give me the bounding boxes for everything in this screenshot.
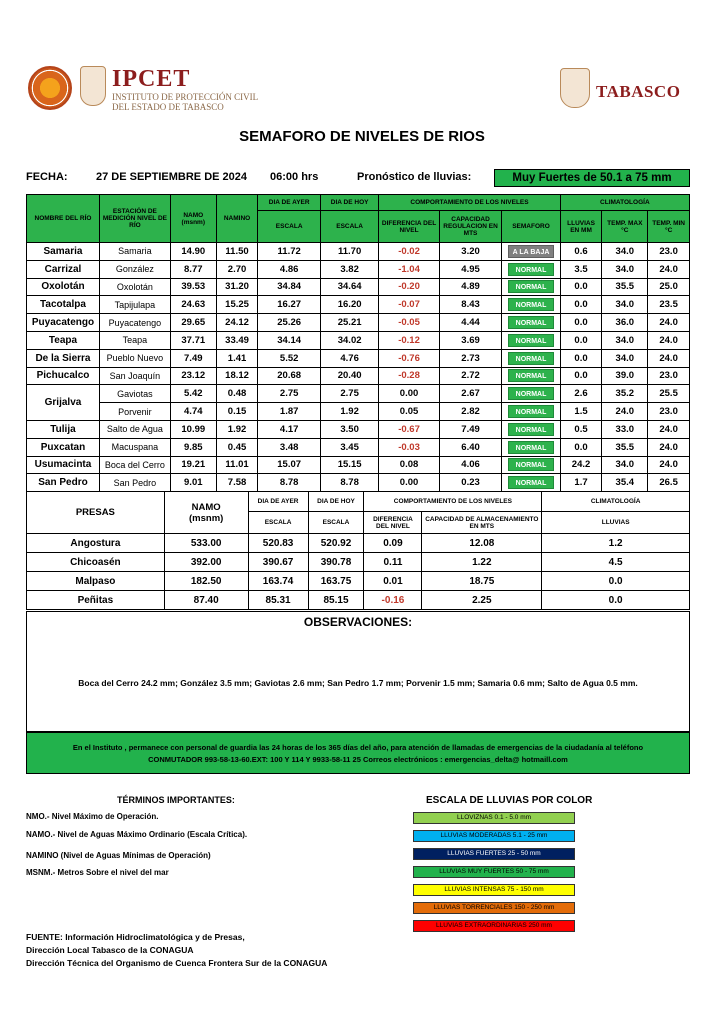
presa-namo: 182.50 <box>164 572 248 591</box>
namino-value: 11.50 <box>216 243 258 261</box>
ipcet-logo <box>28 66 72 110</box>
capacidad-value: 4.06 <box>439 456 502 474</box>
presa-capacidad: 2.25 <box>422 591 542 610</box>
tmax-value: 34.0 <box>602 296 648 314</box>
escala-ayer-value: 3.48 <box>258 438 321 456</box>
escala-ayer-value: 34.84 <box>258 278 321 296</box>
station-name: Puyacatengo <box>99 314 170 332</box>
semaforo-cell <box>502 438 560 456</box>
river-row <box>27 314 690 332</box>
namino-value: 0.48 <box>216 385 258 403</box>
presa-hoy: 520.92 <box>308 534 364 553</box>
tabasco-title: TABASCO <box>596 82 681 101</box>
escala-ayer-value: 5.52 <box>258 349 321 367</box>
tmin-value: 23.0 <box>648 403 690 421</box>
presa-lluvia: 0.0 <box>542 572 690 591</box>
header-diferencia: DIFERENCIA DEL NIVEL <box>379 211 439 243</box>
presa-diferencia: 0.01 <box>364 572 422 591</box>
tmin-value: 24.0 <box>648 420 690 438</box>
tmax-value: 35.4 <box>602 474 648 492</box>
capacidad-value: 0.23 <box>439 474 502 492</box>
tmax-value: 34.0 <box>602 349 648 367</box>
river-name: Usumacinta <box>27 456 100 474</box>
capacidad-value: 7.49 <box>439 420 502 438</box>
semaforo-cell <box>502 314 560 332</box>
presa-lluvia: 1.2 <box>542 534 690 553</box>
tmax-value: 35.5 <box>602 278 648 296</box>
river-row <box>27 385 690 403</box>
semaforo-cell <box>502 260 560 278</box>
capacidad-value: 6.40 <box>439 438 502 456</box>
semaforo-badge: NORMAL <box>508 423 554 436</box>
river-row <box>27 474 690 492</box>
diferencia-value: -0.28 <box>379 367 439 385</box>
escala-ayer-value: 2.75 <box>258 385 321 403</box>
presa-capacidad: 1.22 <box>422 553 542 572</box>
header-comportamiento: COMPORTAMIENTO DE LOS NIVELES <box>379 195 560 211</box>
tmin-value: 23.0 <box>648 367 690 385</box>
namino-value: 33.49 <box>216 331 258 349</box>
semaforo-cell <box>502 420 560 438</box>
river-row <box>27 260 690 278</box>
presa-name: Malpaso <box>27 572 165 591</box>
contact-line-1: En el Instituto , permanece con personal de guardia las 24 horas de los 365 días del año, para atención de llamadas de emergencias de la ciudadanía al teléfono <box>72 743 644 752</box>
lluvia-value: 1.7 <box>560 474 602 492</box>
escala-ayer-value: 1.87 <box>258 403 321 421</box>
diferencia-value: 0.00 <box>379 385 439 403</box>
pronostico-label: Pronóstico de lluvias: <box>357 171 472 183</box>
term-msnm: MSNM.- Metros Sobre el nivel del mar <box>26 868 169 877</box>
rain-scale-item: LLUVIAS EXTRAORDINARIAS 250 mm <box>413 920 575 932</box>
observaciones-text: Boca del Cerro 24.2 mm; González 3.5 mm; Gaviotas 2.6 mm; San Pedro 1.7 mm; Porvenir 1.5 mm; Samaria 0.6 mm; Salto de Agua 0.5 mm. <box>78 678 638 688</box>
station-name: Samaria <box>99 243 170 261</box>
namino-value: 31.20 <box>216 278 258 296</box>
presa-hoy: 390.78 <box>308 553 364 572</box>
escala-ayer-value: 16.27 <box>258 296 321 314</box>
river-row <box>27 403 690 421</box>
header-capacidad: CAPACIDAD REGULACION EN MTS <box>439 211 502 243</box>
tmin-value: 25.5 <box>648 385 690 403</box>
station-name: Oxolotán <box>99 278 170 296</box>
header-namino: NAMINO <box>216 195 258 243</box>
term-nmo: NMO.- Nivel Máximo de Operación. <box>26 812 159 821</box>
diferencia-value: -0.76 <box>379 349 439 367</box>
river-name: Samaria <box>27 243 100 261</box>
semaforo-cell <box>502 278 560 296</box>
tmin-value: 24.0 <box>648 314 690 332</box>
namo-value: 24.63 <box>170 296 216 314</box>
page-title: SEMAFORO DE NIVELES DE RIOS <box>239 128 485 145</box>
presas-header-climatologia: CLIMATOLOGÍA <box>542 492 690 512</box>
fecha-label: FECHA: <box>26 171 68 183</box>
diferencia-value: 0.08 <box>379 456 439 474</box>
diferencia-value: -0.03 <box>379 438 439 456</box>
diferencia-value: -0.12 <box>379 331 439 349</box>
escala-hoy-value: 1.92 <box>320 403 378 421</box>
header-climatologia: CLIMATOLOGÍA <box>560 195 689 211</box>
semaforo-cell <box>502 474 560 492</box>
diferencia-value: 0.00 <box>379 474 439 492</box>
presa-ayer: 520.83 <box>248 534 308 553</box>
presas-namo-unit: (msnm) <box>189 512 224 524</box>
escala-hoy-value: 8.78 <box>320 474 378 492</box>
presa-ayer: 85.31 <box>248 591 308 610</box>
hora-value: 06:00 hrs <box>270 171 319 183</box>
namino-value: 1.92 <box>216 420 258 438</box>
station-name: San Joaquín <box>99 367 170 385</box>
tmin-value: 23.5 <box>648 296 690 314</box>
river-name: Pichucalco <box>27 367 100 385</box>
river-row <box>27 331 690 349</box>
namino-value: 0.15 <box>216 403 258 421</box>
river-name: Puxcatan <box>27 438 100 456</box>
river-name: Tacotalpa <box>27 296 100 314</box>
fecha-value: 27 DE SEPTIEMBRE DE 2024 <box>96 171 248 183</box>
presa-capacidad: 18.75 <box>422 572 542 591</box>
presa-row <box>27 534 690 553</box>
tmin-value: 24.0 <box>648 331 690 349</box>
namo-value: 9.85 <box>170 438 216 456</box>
capacidad-value: 4.89 <box>439 278 502 296</box>
station-name: Pueblo Nuevo <box>99 349 170 367</box>
diferencia-value: -0.05 <box>379 314 439 332</box>
river-name: Teapa <box>27 331 100 349</box>
tmin-value: 24.0 <box>648 456 690 474</box>
semaforo-badge: NORMAL <box>508 441 554 454</box>
capacidad-value: 8.43 <box>439 296 502 314</box>
terms-title: TÉRMINOS IMPORTANTES: <box>117 795 235 805</box>
tmax-value: 35.2 <box>602 385 648 403</box>
namo-value: 9.01 <box>170 474 216 492</box>
diferencia-value: -0.07 <box>379 296 439 314</box>
semaforo-cell <box>502 456 560 474</box>
station-name: Salto de Agua <box>99 420 170 438</box>
escala-hoy-value: 15.15 <box>320 456 378 474</box>
contact-box <box>26 732 690 774</box>
presa-diferencia: 0.09 <box>364 534 422 553</box>
lluvia-value: 0.0 <box>560 278 602 296</box>
river-row <box>27 296 690 314</box>
semaforo-badge: NORMAL <box>508 476 554 489</box>
escala-hoy-value: 3.45 <box>320 438 378 456</box>
escala-hoy-value: 34.02 <box>320 331 378 349</box>
capacidad-value: 2.67 <box>439 385 502 403</box>
observaciones-title: OBSERVACIONES: <box>303 615 413 629</box>
namino-value: 7.58 <box>216 474 258 492</box>
namo-value: 19.21 <box>170 456 216 474</box>
namino-value: 15.25 <box>216 296 258 314</box>
escala-ayer-value: 11.72 <box>258 243 321 261</box>
presas-header-namo <box>164 492 248 534</box>
namo-value: 8.77 <box>170 260 216 278</box>
term-namo: NAMO.- Nivel de Aguas Máximo Ordinario (Escala Crítica). <box>26 830 248 839</box>
tmax-value: 33.0 <box>602 420 648 438</box>
presa-row <box>27 591 690 610</box>
diferencia-value: -0.02 <box>379 243 439 261</box>
river-row <box>27 349 690 367</box>
escala-ayer-value: 34.14 <box>258 331 321 349</box>
semaforo-badge: NORMAL <box>508 369 554 382</box>
river-row <box>27 438 690 456</box>
fuente-line-2: Dirección Local Tabasco de la CONAGUA <box>26 945 194 955</box>
presas-header-dia-ayer: DIA DE AYER <box>248 492 308 512</box>
tabasco-logo <box>560 68 590 108</box>
namino-value: 1.41 <box>216 349 258 367</box>
station-name: Gaviotas <box>99 385 170 403</box>
diferencia-value: -0.20 <box>379 278 439 296</box>
river-row <box>27 456 690 474</box>
capacidad-value: 2.73 <box>439 349 502 367</box>
header-estacion: ESTACIÓN DE MEDICIÓN NIVEL DE RÍO <box>99 195 170 243</box>
tmax-value: 36.0 <box>602 314 648 332</box>
tmin-value: 26.5 <box>648 474 690 492</box>
presas-table-body <box>27 534 690 610</box>
station-name: Boca del Cerro <box>99 456 170 474</box>
header-escala-hoy: ESCALA <box>320 211 378 243</box>
presa-diferencia: 0.11 <box>364 553 422 572</box>
header-namo: NAMO (msnm) <box>170 195 216 243</box>
namino-value: 0.45 <box>216 438 258 456</box>
lluvia-value: 0.0 <box>560 349 602 367</box>
namo-value: 37.71 <box>170 331 216 349</box>
header-dia-hoy: DIA DE HOY <box>320 195 378 211</box>
diferencia-value: -0.67 <box>379 420 439 438</box>
namino-value: 11.01 <box>216 456 258 474</box>
semaforo-badge: A LA BAJA <box>508 245 554 258</box>
header-tmin: TEMP. MIN °C <box>648 211 690 243</box>
semaforo-cell <box>502 331 560 349</box>
tmax-value: 39.0 <box>602 367 648 385</box>
semaforo-cell <box>502 403 560 421</box>
semaforo-cell <box>502 367 560 385</box>
presa-name: Peñitas <box>27 591 165 610</box>
namino-value: 18.12 <box>216 367 258 385</box>
ipcet-title: IPCET <box>112 66 191 92</box>
escala-hoy-value: 3.50 <box>320 420 378 438</box>
tmax-value: 34.0 <box>602 456 648 474</box>
presas-header-lluvias: LLUVIAS <box>542 512 690 534</box>
river-name: San Pedro <box>27 474 100 492</box>
presa-namo: 533.00 <box>164 534 248 553</box>
lluvia-value: 0.0 <box>560 438 602 456</box>
presa-namo: 392.00 <box>164 553 248 572</box>
presas-header-escala-hoy: ESCALA <box>308 512 364 534</box>
station-name: Porvenir <box>99 403 170 421</box>
escala-ayer-value: 15.07 <box>258 456 321 474</box>
semaforo-badge: NORMAL <box>508 334 554 347</box>
lluvia-value: 1.5 <box>560 403 602 421</box>
namo-value: 7.49 <box>170 349 216 367</box>
station-name: Macuspana <box>99 438 170 456</box>
tmax-value: 35.5 <box>602 438 648 456</box>
capacidad-value: 2.82 <box>439 403 502 421</box>
station-name: González <box>99 260 170 278</box>
header-tmax: TEMP. MAX °C <box>602 211 648 243</box>
escala-hoy-value: 20.40 <box>320 367 378 385</box>
presa-lluvia: 4.5 <box>542 553 690 572</box>
tmax-value: 34.0 <box>602 331 648 349</box>
contact-line-2: CONMUTADOR 993-58-13-60.EXT: 100 Y 114 Y 9933-58-11 25 Correos electrónicos : emergencias_delta@ hotmaill.com <box>148 755 568 764</box>
escala-hoy-value: 25.21 <box>320 314 378 332</box>
diferencia-value: 0.05 <box>379 403 439 421</box>
lluvia-value: 2.6 <box>560 385 602 403</box>
presas-table <box>26 491 690 610</box>
pronostico-badge: Muy Fuertes de 50.1 a 75 mm <box>494 169 690 187</box>
presa-namo: 87.40 <box>164 591 248 610</box>
header-rio: NOMBRE DEL RÍO <box>27 195 100 243</box>
escala-hoy-value: 3.82 <box>320 260 378 278</box>
semaforo-badge: NORMAL <box>508 263 554 276</box>
lluvia-value: 0.0 <box>560 331 602 349</box>
presa-row <box>27 553 690 572</box>
escala-hoy-value: 34.64 <box>320 278 378 296</box>
escala-hoy-value: 4.76 <box>320 349 378 367</box>
ipcet-subtitle-1: INSTITUTO DE PROTECCIÓN CIVIL <box>112 92 259 102</box>
presa-hoy: 163.75 <box>308 572 364 591</box>
escala-ayer-value: 25.26 <box>258 314 321 332</box>
presas-header-dia-hoy: DIA DE HOY <box>308 492 364 512</box>
namo-value: 14.90 <box>170 243 216 261</box>
rivers-table-body <box>27 243 690 492</box>
rain-scale-item: LLUVIAS FUERTES 25 - 50 mm <box>413 848 575 860</box>
capacidad-value: 4.95 <box>439 260 502 278</box>
diferencia-value: -1.04 <box>379 260 439 278</box>
rain-scale-item: LLUVIAS MUY FUERTES 50 - 75 mm <box>413 866 575 878</box>
namo-value: 39.53 <box>170 278 216 296</box>
tmin-value: 24.0 <box>648 349 690 367</box>
semaforo-cell <box>502 385 560 403</box>
term-namino: NAMINO (Nivel de Aguas Mínimas de Operación) <box>26 851 211 860</box>
river-name: De la Sierra <box>27 349 100 367</box>
lluvia-value: 0.0 <box>560 367 602 385</box>
namo-value: 10.99 <box>170 420 216 438</box>
namino-value: 2.70 <box>216 260 258 278</box>
rain-scale-item: LLUVIAS INTENSAS 75 - 150 mm <box>413 884 575 896</box>
river-row <box>27 367 690 385</box>
escala-hoy-value: 2.75 <box>320 385 378 403</box>
semaforo-badge: NORMAL <box>508 298 554 311</box>
lluvia-value: 24.2 <box>560 456 602 474</box>
lluvia-value: 3.5 <box>560 260 602 278</box>
escala-hoy-value: 16.20 <box>320 296 378 314</box>
escala-hoy-value: 11.70 <box>320 243 378 261</box>
presas-header-diferencia: DIFERENCIA DEL NIVEL <box>364 512 422 534</box>
river-name: Tulija <box>27 420 100 438</box>
semaforo-badge: NORMAL <box>508 387 554 400</box>
rain-scale-item: LLOVIZNAS 0.1 - 5.0 mm <box>413 812 575 824</box>
fuente-line-3: Dirección Técnica del Organismo de Cuenca Frontera Sur de la CONAGUA <box>26 958 328 968</box>
semaforo-badge: NORMAL <box>508 352 554 365</box>
rivers-table <box>26 194 690 492</box>
presas-header-escala-ayer: ESCALA <box>248 512 308 534</box>
tmax-value: 34.0 <box>602 260 648 278</box>
escala-ayer-value: 4.86 <box>258 260 321 278</box>
semaforo-badge: NORMAL <box>508 316 554 329</box>
escala-ayer-value: 8.78 <box>258 474 321 492</box>
namo-value: 5.42 <box>170 385 216 403</box>
presa-lluvia: 0.0 <box>542 591 690 610</box>
presas-namo-label: NAMO <box>191 501 221 513</box>
header-dia-ayer: DIA DE AYER <box>258 195 321 211</box>
rain-scale-item: LLUVIAS MODERADAS 5.1 - 25 mm <box>413 830 575 842</box>
semaforo-badge: NORMAL <box>508 405 554 418</box>
presa-ayer: 163.74 <box>248 572 308 591</box>
lluvia-value: 0.5 <box>560 420 602 438</box>
ipcet-subtitle-2: DEL ESTADO DE TABASCO <box>112 102 224 112</box>
semaforo-cell <box>502 296 560 314</box>
capacidad-value: 4.44 <box>439 314 502 332</box>
header-escala-ayer: ESCALA <box>258 211 321 243</box>
semaforo-cell <box>502 243 560 261</box>
river-row <box>27 243 690 261</box>
tmax-value: 34.0 <box>602 243 648 261</box>
station-name: San Pedro <box>99 474 170 492</box>
river-name: Oxolotán <box>27 278 100 296</box>
fuente-line-1: FUENTE: Información Hidroclimatológica y de Presas, <box>26 932 245 942</box>
tmin-value: 25.0 <box>648 278 690 296</box>
tmin-value: 23.0 <box>648 243 690 261</box>
scale-title: ESCALA DE LLUVIAS POR COLOR <box>426 795 593 806</box>
rain-scale-item: LLUVIAS TORRENCIALES 150 - 250 mm <box>413 902 575 914</box>
presas-header-capacidad: CAPACIDAD DE ALMACENAMIENTO EN MTS <box>422 512 542 534</box>
station-name: Tapijulapa <box>99 296 170 314</box>
river-name: Puyacatengo <box>27 314 100 332</box>
namo-value: 23.12 <box>170 367 216 385</box>
presa-capacidad: 12.08 <box>422 534 542 553</box>
semaforo-cell <box>502 349 560 367</box>
capacidad-value: 2.72 <box>439 367 502 385</box>
presas-header-comportamiento: COMPORTAMIENTO DE LOS NIVELES <box>364 492 542 512</box>
river-row <box>27 278 690 296</box>
presa-hoy: 85.15 <box>308 591 364 610</box>
river-name: Grijalva <box>27 385 100 421</box>
river-name: Carrizal <box>27 260 100 278</box>
namo-value: 4.74 <box>170 403 216 421</box>
semaforo-badge: NORMAL <box>508 280 554 293</box>
lluvia-value: 0.0 <box>560 296 602 314</box>
presa-name: Angostura <box>27 534 165 553</box>
presas-header: PRESAS <box>27 492 165 534</box>
tmin-value: 24.0 <box>648 260 690 278</box>
tmin-value: 24.0 <box>648 438 690 456</box>
presa-name: Chicoasén <box>27 553 165 572</box>
namo-value: 29.65 <box>170 314 216 332</box>
escala-ayer-value: 20.68 <box>258 367 321 385</box>
capacidad-value: 3.69 <box>439 331 502 349</box>
header-semaforo: SEMAFORO <box>502 211 560 243</box>
river-row <box>27 420 690 438</box>
capacidad-value: 3.20 <box>439 243 502 261</box>
tmax-value: 24.0 <box>602 403 648 421</box>
presa-row <box>27 572 690 591</box>
presa-diferencia: -0.16 <box>364 591 422 610</box>
namino-value: 24.12 <box>216 314 258 332</box>
escala-ayer-value: 4.17 <box>258 420 321 438</box>
semaforo-badge: NORMAL <box>508 458 554 471</box>
lluvia-value: 0.6 <box>560 243 602 261</box>
presa-ayer: 390.67 <box>248 553 308 572</box>
header-lluvias: LLUVIAS EN MM <box>560 211 602 243</box>
lluvia-value: 0.0 <box>560 314 602 332</box>
observaciones-box <box>26 611 690 732</box>
tabasco-crest-icon <box>80 66 106 106</box>
station-name: Teapa <box>99 331 170 349</box>
